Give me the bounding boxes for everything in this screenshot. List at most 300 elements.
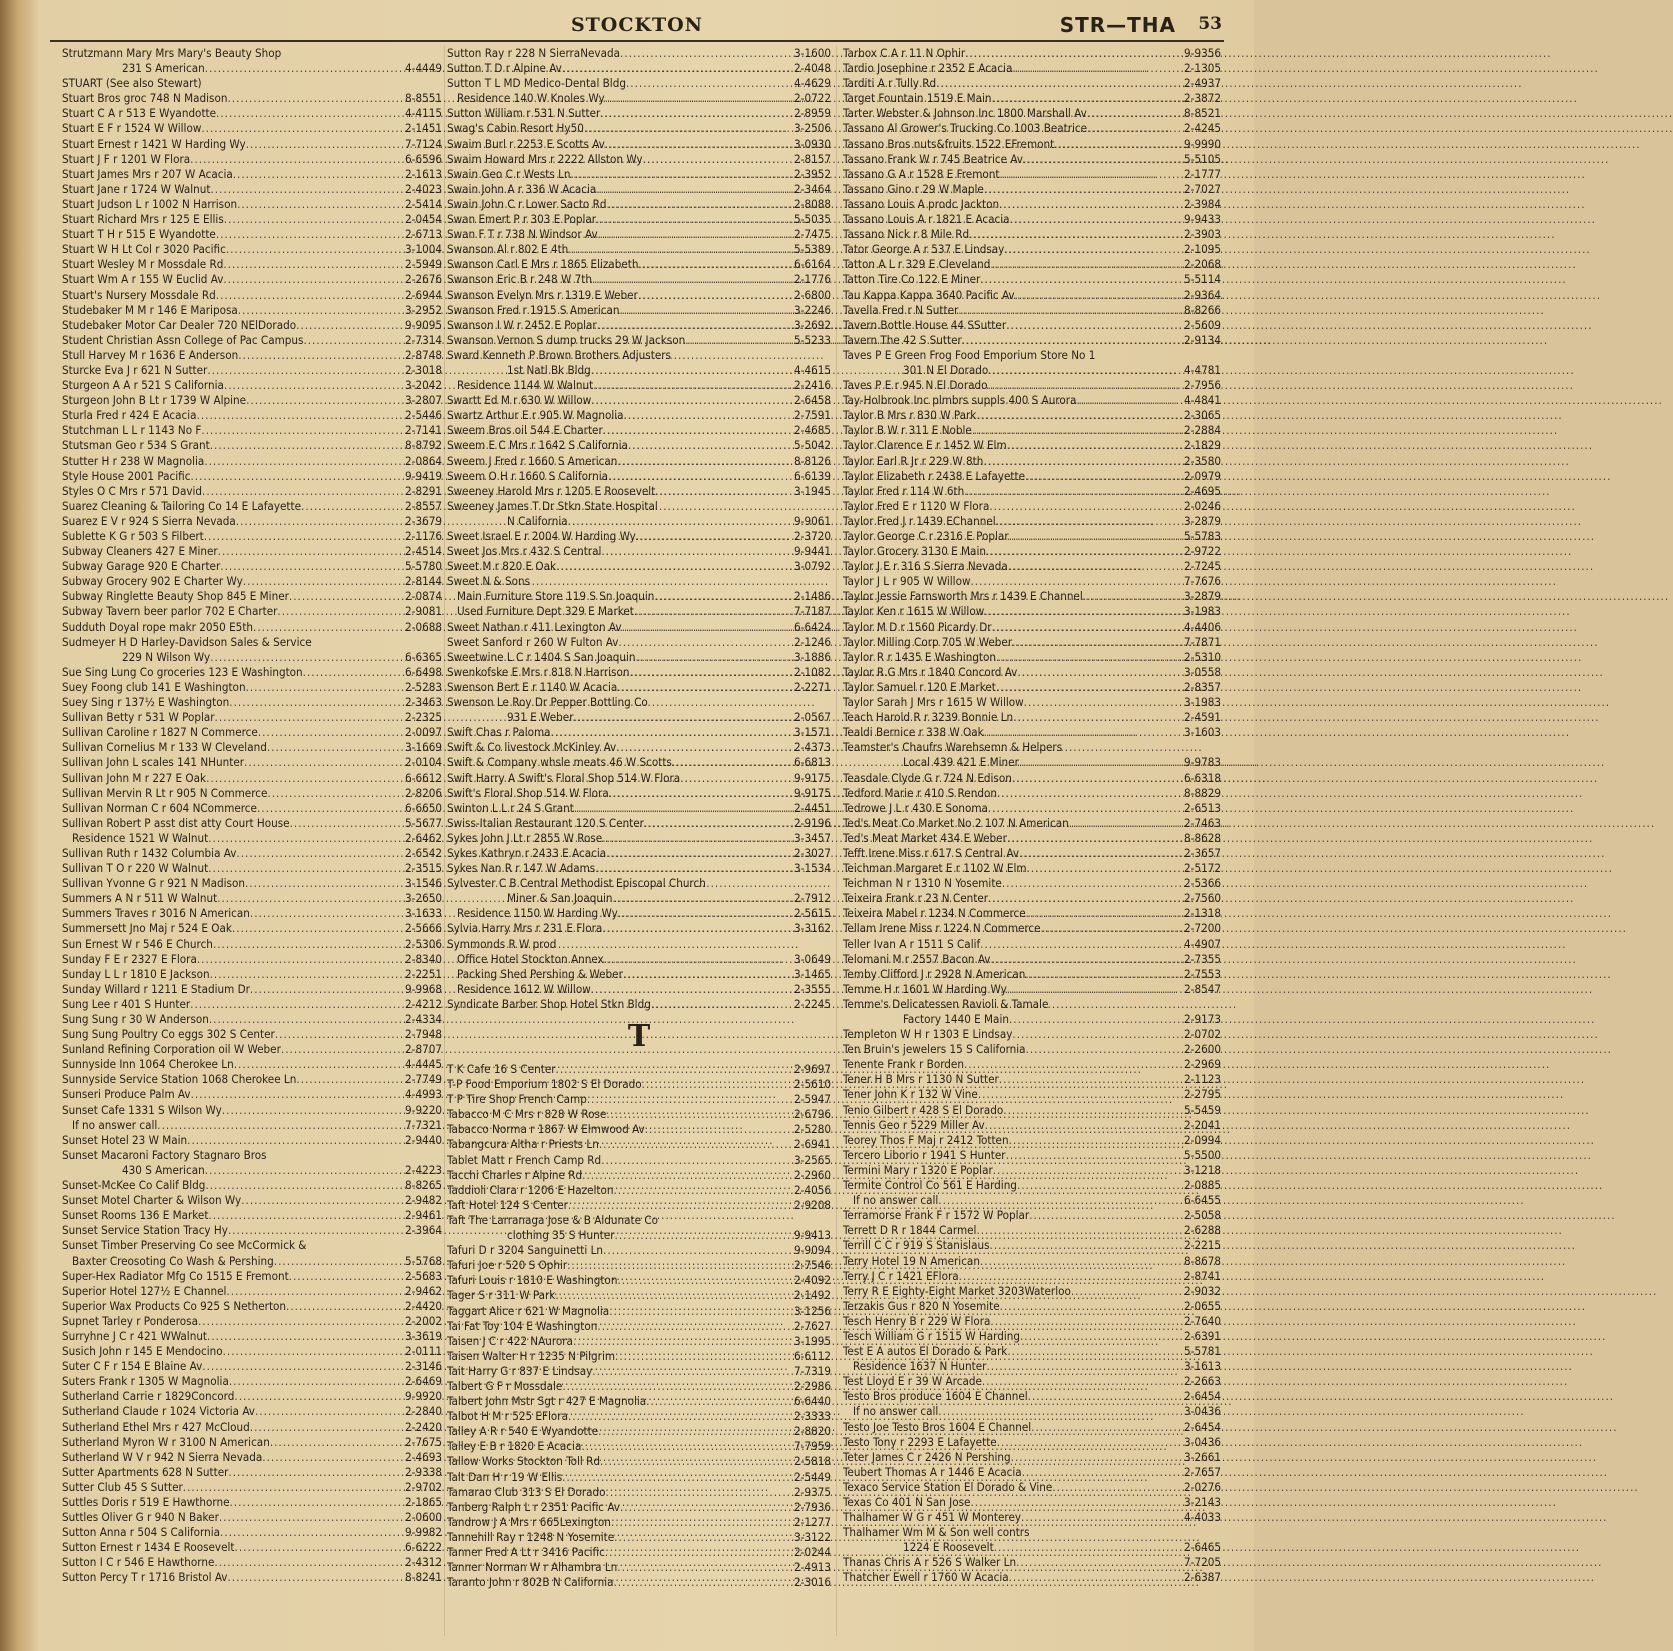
leader-dots	[1015, 288, 1184, 303]
listing-entry	[843, 604, 1221, 619]
listing-entry	[62, 1480, 442, 1495]
phone-number: 3-2692	[794, 317, 831, 332]
listing-name: Sunnyside Service Station 1068 Cherokee Ln	[62, 1072, 297, 1087]
phone-number: 2-0567	[794, 710, 831, 725]
listing-continuation	[447, 710, 831, 725]
leader-dots	[208, 861, 405, 876]
phone-number: 2-7657	[1184, 1464, 1221, 1479]
leader-dots	[634, 604, 794, 619]
leader-dots	[1022, 1465, 1184, 1480]
phone-number: 2-6513	[1184, 800, 1221, 815]
listing-entry	[843, 1118, 1221, 1133]
leader-dots	[618, 635, 794, 650]
leader-dots	[984, 725, 1184, 740]
leader-dots	[1076, 393, 1184, 408]
leader-dots	[600, 1454, 794, 1469]
listing-entry	[447, 1500, 831, 1515]
leader-dots	[962, 333, 1184, 348]
listing-entry	[62, 121, 442, 136]
phone-number: 8-8241	[405, 1570, 442, 1585]
listing-entry	[62, 1420, 442, 1435]
phone-number: 2-9173	[1184, 1012, 1221, 1026]
listing-entry	[447, 921, 831, 936]
listing-entry	[843, 891, 1221, 906]
listing-name: Stuart James Mrs r 207 W Acacia	[62, 166, 233, 181]
listing-entry	[447, 1349, 831, 1364]
leader-dots	[985, 1118, 1184, 1133]
phone-number: 2-6941	[794, 1137, 831, 1152]
leader-dots	[229, 1374, 405, 1389]
listing-name: Terrill C C r 919 S Stanislaus	[843, 1238, 990, 1253]
listing-entry	[62, 544, 442, 559]
phone-number: 2-2884	[1184, 423, 1221, 438]
listing-entry	[447, 1273, 831, 1288]
listing-name: Sunset Cafe 1331 S Wilson Wy	[62, 1102, 222, 1117]
listing-name: Swan Emert P r 303 E Poplar	[447, 212, 597, 227]
phone-number: 2-0111	[405, 1344, 442, 1359]
listing-entry	[447, 1334, 831, 1349]
listing-continuation	[447, 967, 831, 982]
leader-dots	[620, 1500, 794, 1515]
phone-number: 8-8792	[405, 438, 442, 453]
leader-dots	[986, 544, 1184, 559]
listing-name: Swanson Carl E Mrs r 1865 Elizabeth	[447, 257, 639, 272]
listing-entry	[843, 1269, 1221, 1284]
leader-dots	[222, 1103, 405, 1118]
leader-dots	[959, 1269, 1184, 1284]
phone-number: 4-4907	[1184, 936, 1221, 951]
phone-number: 2-5058	[1184, 1208, 1221, 1223]
listing-name: Sunday Willard r 1211 E Stadium Dr	[62, 981, 250, 996]
listing-name: Teller Ivan A r 1511 S Calif	[843, 936, 981, 951]
listing-name: Sullivan Caroline r 1827 N Commerce	[62, 725, 258, 740]
phone-number: 2-7627	[794, 1318, 831, 1333]
listing-entry	[62, 378, 442, 393]
leader-dots	[990, 1238, 1185, 1253]
leader-dots	[223, 1344, 405, 1359]
phone-number: 2-1123	[1184, 1072, 1221, 1087]
phone-number: 2-6454	[1184, 1389, 1221, 1404]
phone-number: 2-3065	[1184, 408, 1221, 423]
listing-entry	[843, 1374, 1221, 1389]
listing-name: Tamarao Club 313 S El Dorado	[447, 1484, 606, 1499]
listing-entry	[447, 1062, 831, 1077]
listing-entry	[843, 1435, 1221, 1450]
listing-name: Tesch William G r 1515 W Harding	[843, 1328, 1020, 1343]
listing-name: Sweet Nathan r 411 Lexington Av	[447, 619, 622, 634]
phone-number: 6-6596	[405, 151, 442, 166]
leader-dots	[598, 227, 794, 242]
listing-name: Tercero Liborio r 1941 S Hunter	[843, 1147, 1006, 1162]
listing-name: Baxter Creosoting Co Wash & Pershing	[72, 1253, 274, 1268]
listing-entry	[843, 1042, 1221, 1057]
leader-dots	[267, 740, 405, 755]
listing-entry	[62, 106, 442, 121]
listing-entry	[843, 1208, 1221, 1223]
listing-name: Swaim Howard Mrs r 2222 Allston Wy	[447, 151, 643, 166]
listing-name: Subway Grocery 902 E Charter Wy	[62, 574, 243, 589]
phone-number: 2-4420	[405, 1298, 442, 1313]
listing-entry	[447, 1545, 831, 1560]
phone-number: 2-9482	[405, 1193, 442, 1208]
listing-continuation	[447, 604, 831, 619]
listing-entry	[62, 1314, 442, 1329]
phone-number: 7-7959	[794, 1439, 831, 1454]
phone-number: 9-9920	[405, 1389, 442, 1404]
listing-name: Taisen Walter H r 1235 N Pilgrim	[447, 1348, 616, 1363]
listing-name: Temme H r 1601 W Harding Wy	[843, 981, 1007, 996]
leader-dots	[220, 1525, 405, 1540]
leader-dots	[617, 1273, 794, 1288]
listing-name: Sutter Apartments 628 N Sutter	[62, 1464, 229, 1479]
listing-entry	[62, 725, 442, 740]
phone-number: 2-2041	[1184, 1117, 1221, 1132]
phone-number: 3-1983	[1184, 695, 1221, 710]
leader-dots	[603, 1243, 794, 1258]
phone-number: 2-2271	[794, 679, 831, 694]
phone-number: 2-2676	[405, 272, 442, 287]
listing-entry	[447, 665, 831, 680]
listing-name: Residence 1612 W Willow	[457, 981, 591, 996]
leader-dots	[1017, 1178, 1184, 1193]
phone-number: 5-5459	[1184, 1102, 1221, 1117]
listing-entry	[62, 1359, 442, 1374]
listing-entry	[843, 1299, 1221, 1314]
listing-entry	[62, 861, 442, 876]
listing-entry	[843, 303, 1221, 318]
leader-dots	[301, 499, 405, 514]
leader-dots	[964, 484, 1184, 499]
leader-dots	[208, 1208, 405, 1223]
leader-dots	[232, 921, 405, 936]
leader-dots	[270, 1435, 405, 1450]
leader-dots	[216, 288, 405, 303]
listing-name: Taisen J C r 422 NAurora	[447, 1333, 573, 1348]
listing-name: Taggart Alice r 621 W Magnolia	[447, 1303, 610, 1318]
leader-dots	[611, 1515, 794, 1530]
listing-name: Tafuri Louis r 1810 E Washington	[447, 1273, 618, 1288]
listing-name: Sutton T D r Alpine Av	[447, 61, 562, 76]
listing-name: Tener H B Mrs r 1130 N Sutter	[843, 1072, 999, 1087]
phone-number: 2-0688	[405, 619, 442, 634]
phone-number: 2-8291	[405, 483, 442, 498]
leader-dots	[643, 152, 794, 167]
listing-entry	[62, 1555, 442, 1570]
phone-number: 2-3555	[794, 981, 831, 996]
phone-number: 3-1886	[794, 649, 831, 664]
leader-dots	[234, 1057, 405, 1072]
listing-name: Stuart Wesley M r Mossdale Rd	[62, 257, 224, 272]
listing-entry	[843, 710, 1221, 725]
phone-number: 2-2420	[405, 1419, 442, 1434]
listing-name: Supnet Tarley r Ponderosa	[62, 1313, 198, 1328]
listing-name: Suey Sing r 137½ E Washington	[62, 695, 230, 710]
listing-entry	[843, 1480, 1221, 1495]
phone-number: 2-6454	[1184, 1419, 1221, 1434]
listing-entry	[62, 288, 442, 303]
phone-number: 7-7321	[405, 1117, 442, 1132]
phone-number: 2-9208	[794, 1197, 831, 1212]
phone-number: 8-8678	[1184, 1253, 1221, 1268]
listing-name: Stutsman Geo r 534 S Grant	[62, 438, 210, 453]
listing-continuation	[843, 755, 1221, 770]
leader-dots	[223, 272, 405, 287]
listing-entry	[843, 635, 1221, 650]
listing-entry	[62, 1027, 442, 1042]
phone-number: 2-7314	[405, 332, 442, 347]
listing-entry	[447, 1122, 831, 1137]
listing-name: Suarez E V r 924 S Sierra Nevada	[62, 513, 236, 528]
listing-entry	[447, 76, 831, 91]
listing-name: Stuart Jane r 1724 W Walnut	[62, 181, 211, 196]
listing-name: Sullivan Robert P asst dist atty Court House	[62, 815, 290, 830]
listing-name: Style House 2001 Pacific	[62, 468, 191, 483]
listing-entry	[447, 695, 831, 710]
listing-entry	[62, 469, 442, 484]
listing-entry	[62, 635, 442, 650]
listing-entry	[62, 408, 442, 423]
phone-number: 2-4685	[794, 423, 831, 438]
listing-entry	[843, 1057, 1221, 1072]
leader-dots	[1087, 121, 1184, 136]
listing-name: Tau Kappa Kappa 3640 Pacific Av	[843, 287, 1015, 302]
phone-number: 3-1465	[794, 966, 831, 981]
listing-entry	[843, 650, 1221, 665]
listing-entry	[62, 137, 442, 152]
phone-number: 5-5035	[794, 212, 831, 227]
phone-number: 2-8157	[794, 151, 831, 166]
listing-name: Syndicate Barber Shop Hotel Stkn Bldg	[447, 996, 651, 1011]
leader-dots	[617, 454, 794, 469]
listing-name: Tablet Matt r French Camp Rd	[447, 1152, 602, 1167]
listing-name: Swift Chas r Paloma	[447, 725, 551, 740]
phone-number: 3-1256	[794, 1303, 831, 1318]
listing-name: Sweeney Harold Mrs r 1205 E Roosevelt	[447, 483, 656, 498]
listing-entry	[843, 1254, 1221, 1269]
leader-dots	[235, 1540, 406, 1555]
leader-dots	[620, 46, 794, 61]
phone-number: 2-3333	[794, 1409, 831, 1424]
listing-name: Residence 1144 W Walnut	[457, 378, 594, 393]
leader-dots	[1083, 589, 1184, 604]
listing-entry	[62, 197, 442, 212]
listing-entry	[843, 1450, 1221, 1465]
phone-number: 6-6424	[794, 619, 831, 634]
listing-entry	[843, 242, 1221, 257]
listing-entry	[62, 906, 442, 921]
phone-number: 2-0104	[405, 755, 442, 770]
leader-dots	[568, 1198, 794, 1213]
leader-dots	[602, 921, 794, 936]
phone-number: 3-2143	[1184, 1495, 1221, 1509]
listing-name: Thanas Chris A r 526 S Walker Ln	[843, 1555, 1017, 1570]
leader-dots	[555, 1288, 794, 1303]
phone-number: 2-2002	[405, 1313, 442, 1328]
phone-number: 2-0600	[405, 1510, 442, 1525]
listing-entry	[62, 740, 442, 755]
listing-continuation	[843, 1359, 1221, 1374]
phone-number: 2-9722	[1184, 544, 1221, 559]
phone-number: 4-4406	[1184, 619, 1221, 634]
phone-number: 2-3016	[794, 1575, 831, 1590]
listing-entry	[62, 816, 442, 831]
leader-dots	[964, 1057, 1184, 1072]
listing-name: Sutherland Myron W r 3100 N American	[62, 1434, 270, 1449]
listing-name: Taylor George C r 2316 E Poplar	[843, 529, 1009, 543]
phone-number: 2-4312	[405, 1555, 442, 1570]
listing-entry	[62, 1208, 442, 1223]
listing-entry	[843, 771, 1221, 786]
listing-name: Sweem Bros oil 544 E Charter	[447, 423, 603, 438]
phone-number: 5-5677	[405, 815, 442, 830]
listing-name: Stuart J F r 1201 W Flora	[62, 151, 191, 166]
phone-number: 2-1486	[794, 589, 831, 604]
leader-dots	[204, 454, 405, 469]
leader-dots	[210, 438, 405, 453]
listing-entry	[447, 303, 831, 318]
listing-name: Swift's Floral Shop 514 W Flora	[447, 785, 609, 800]
listing-name: Tannehill Ray r 1248 N Yosemite	[447, 1529, 615, 1544]
phone-number: 2-5283	[405, 679, 442, 694]
listing-name: Sun Ernest W r 546 E Church	[62, 936, 213, 951]
leader-dots	[1003, 1103, 1184, 1118]
leader-dots	[574, 710, 795, 725]
phone-number: 2-9375	[794, 1484, 831, 1499]
leader-dots	[262, 1450, 405, 1465]
listing-name: Taves P E Green Frog Food Emporium Store No 1	[843, 347, 1096, 362]
phone-number: 2-6796	[794, 1107, 831, 1122]
listing-entry	[447, 484, 831, 499]
leader-dots	[628, 438, 794, 453]
leader-dots	[646, 1394, 794, 1409]
phone-number: 8-8265	[405, 1178, 442, 1193]
phone-number: 2-7141	[405, 423, 442, 438]
phone-number: 3-2879	[1184, 589, 1221, 604]
listing-entry	[62, 1570, 442, 1585]
leader-dots	[290, 816, 405, 831]
leader-dots	[216, 106, 405, 121]
leader-dots	[992, 91, 1185, 106]
leader-dots	[226, 242, 405, 257]
listing-entry	[62, 454, 442, 469]
listing-continuation	[62, 650, 442, 665]
listing-entry	[843, 257, 1221, 272]
listing-name: Tabangcura Altha r Priests Ln	[447, 1137, 599, 1152]
listing-entry	[447, 1394, 831, 1409]
leader-dots	[1054, 137, 1184, 152]
phone-number: 3-2506	[794, 121, 831, 136]
listing-entry	[447, 1379, 831, 1394]
listing-entry	[843, 1555, 1221, 1570]
phone-number: 2-4591	[1184, 710, 1221, 725]
listing-name: Talley E B r 1820 E Acacia	[447, 1439, 582, 1454]
leader-dots	[277, 604, 405, 619]
listing-name: Swenson Bert E r 1140 W Acacia	[447, 679, 618, 694]
leader-dots	[603, 423, 794, 438]
leader-dots	[1002, 876, 1184, 891]
leader-dots	[976, 1223, 1184, 1238]
listing-entry	[843, 1389, 1221, 1404]
listing-entry	[62, 1072, 442, 1087]
listing-name: Sturgeon A A r 521 S California	[62, 378, 224, 393]
listing-name: Summers Traves r 3016 N American	[62, 906, 250, 921]
phone-number: 2-8959	[794, 106, 831, 121]
leader-dots	[275, 1027, 405, 1042]
listing-entry	[447, 559, 831, 574]
listing-entry	[62, 318, 442, 333]
listing-name: Taylor Sarah J Mrs r 1615 W Willow	[843, 695, 1024, 710]
listing-entry	[843, 454, 1221, 469]
phone-number: 2-2600	[1184, 1042, 1221, 1057]
phone-number: 2-6800	[794, 287, 831, 302]
phone-number: 2-1777	[1184, 166, 1221, 181]
phone-number: 3-0649	[794, 951, 831, 966]
listing-name: Sutton T L MD Medico-Dental Bldg	[447, 76, 626, 91]
phone-number: 2-9461	[405, 1208, 442, 1223]
leader-dots	[614, 1530, 794, 1545]
listing-name: Studebaker Motor Car Dealer 720 NElDorado	[62, 317, 297, 332]
phone-number: 2-8088	[794, 196, 831, 211]
listing-name: Sung Sung r 30 W Anderson	[62, 1012, 209, 1026]
listing-entry	[62, 1329, 442, 1344]
phone-number: 6-6318	[1184, 770, 1221, 785]
listing-entry	[843, 589, 1221, 604]
phone-number: 2-1776	[794, 272, 831, 287]
phone-number: 2-7675	[405, 1434, 442, 1449]
leader-dots	[591, 363, 794, 378]
listing-name: Student Christian Assn College of Pac Campus	[62, 332, 304, 347]
leader-dots	[201, 423, 405, 438]
phone-number: 2-2986	[794, 1378, 831, 1393]
phone-number: 6-6365	[405, 649, 442, 664]
leader-dots	[619, 303, 794, 318]
listing-name: Tai Fat Toy 104 E Washington	[447, 1318, 598, 1333]
leader-dots	[593, 378, 794, 393]
leader-dots	[970, 1495, 1184, 1510]
listing-entry	[843, 378, 1221, 393]
phone-number: 2-4693	[405, 1449, 442, 1464]
listing-entry	[447, 1364, 831, 1379]
phone-number: 3-1945	[794, 483, 831, 498]
listing-name: clothing 35 S Hunter	[507, 1228, 615, 1243]
listing-entry	[843, 348, 1221, 363]
page-header	[50, 10, 1224, 42]
listing-name: Sturla Fred r 424 E Acacia	[62, 408, 197, 423]
listing-entry	[843, 408, 1221, 423]
listing-name: Sullivan Ruth r 1432 Columbia Av	[62, 845, 237, 860]
listing-name: Swanson Vernon S dump trucks 29 W Jackson	[447, 332, 686, 347]
phone-number: 3-1218	[1184, 1162, 1221, 1177]
listing-name: 301 N El Dorado	[903, 362, 989, 377]
listing-name: Tandrow J A Mrs r 665Lexington	[447, 1514, 611, 1529]
listing-entry	[62, 665, 442, 680]
listing-name: Teichman N r 1310 N Yosemite	[843, 876, 1002, 891]
listing-name: Temme's Delicatessen Ravioli & Tamale	[843, 996, 1049, 1011]
listing-entry	[843, 786, 1221, 801]
phone-number: 6-6498	[405, 664, 442, 679]
leader-dots	[605, 1545, 794, 1560]
listing-name: Sunset Motel Charter & Wilson Wy	[62, 1193, 242, 1208]
leader-dots	[571, 167, 795, 182]
listing-name: Factory 1440 E Main	[903, 1012, 1009, 1026]
leader-dots	[989, 499, 1184, 514]
phone-number: 2-8748	[405, 347, 442, 362]
leader-dots	[1020, 1329, 1184, 1344]
phone-number: 2-5172	[1184, 861, 1221, 876]
listing-entry	[62, 182, 442, 197]
listing-entry	[62, 272, 442, 287]
leader-dots	[1004, 242, 1184, 257]
